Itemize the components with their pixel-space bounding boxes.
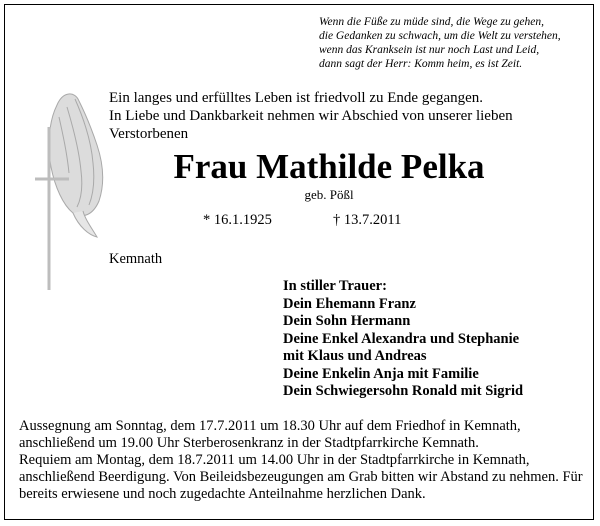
birth-date: * 16.1.1925 [203,212,272,228]
poem-line: wenn das Kranksein ist nur noch Last und Leid, [319,44,540,56]
poem-line: dann sagt der Herr: Komm heim, es ist Zeit. [319,58,523,70]
mourner-entry: Dein Ehemann Franz [283,295,416,312]
poem [319,15,591,71]
intro-line: Verstorbenen [109,126,189,142]
mourners-list [283,278,583,401]
mourner-entry: Dein Schwiegersohn Ronald mit Sigrid [283,383,524,399]
poem-line: Wenn die Füße zu müde sind, die Wege zu gehen, [319,16,544,28]
mourner-entry: mit Klaus und Andreas [283,348,427,364]
funeral-details [19,418,585,503]
intro-line: In Liebe und Dankbarkeit nehmen wir Abschied von unserer lieben [109,108,513,124]
poem-line: die Gedanken zu schwach, um die Welt zu verstehen, [319,30,561,42]
intro-text [109,89,549,143]
mourners-heading: In stiller Trauer: [283,278,387,294]
funeral-paragraph: Aussegnung am Sonntag, dem 17.7.2011 um 18.30 Uhr auf dem Friedhof in Kemnath, anschließend um 19.00 Uhr Sterberosenkranz in der Stadtpfarrkirche Kemnath. [19,418,521,451]
mourning-artwork [33,87,119,292]
place-name: Kemnath [109,251,163,267]
obituary-notice [4,4,594,520]
death-date: † 13.7.2011 [333,212,402,228]
mourner-entry: Deine Enkelin Anja mit Familie [283,365,479,382]
mourner-entry: Dein Sohn Hermann [283,313,411,329]
praying-hands-icon [49,94,103,237]
deceased-name: Frau Mathilde Pelka [173,147,485,186]
funeral-paragraph: Requiem am Montag, dem 18.7.2011 um 14.00 Uhr in der Stadtpfarrkirche in Kemnath, anschließend Beerdigung. Von Beileidsbezeugungen am Grab bitten wir Abstand zu nehmen. Für bereits erwiesene und noch zugedachte Anteilnahme herzlichen Dank. [19,452,583,502]
mourner-entry: Deine Enkel Alexandra und Stephanie [283,330,520,347]
birth-name: geb. Pößl [304,187,354,202]
intro-line: Ein langes und erfülltes Leben ist friedvoll zu Ende gegangen. [109,90,484,106]
